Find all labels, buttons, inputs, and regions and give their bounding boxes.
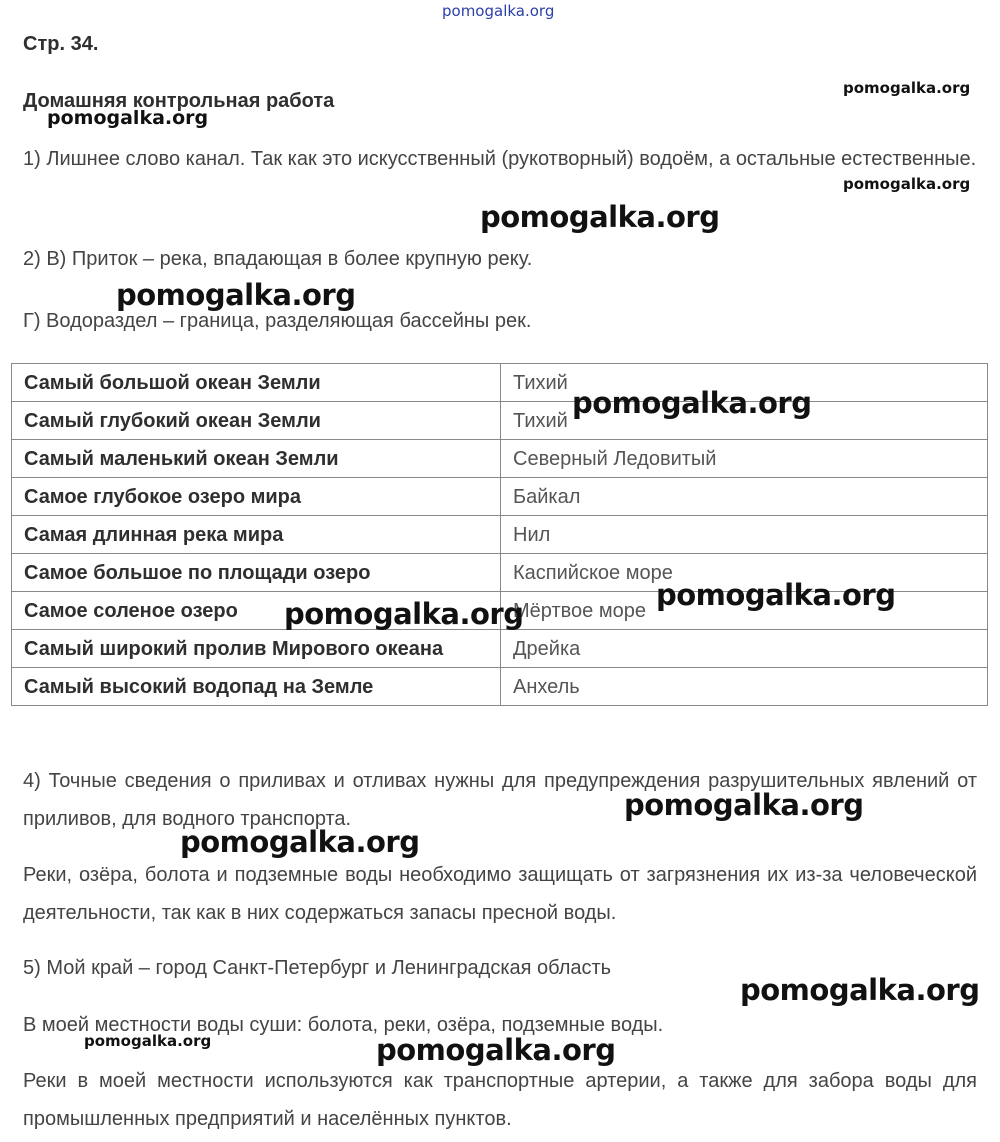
table-cell-answer: Тихий (501, 402, 988, 440)
table-row (12, 402, 988, 440)
task-2-line-2: Г) Водораздел – граница, разделяющая бассейны рек. (23, 310, 532, 332)
table-row (12, 478, 988, 516)
task-4-paragraph-1: 4) Точные сведения о приливах и отливах нужны для предупреждения разрушительных явлений от приливов, для водного транспорта. (23, 770, 977, 830)
watermark: pomogalka.org (480, 200, 720, 234)
table-cell-answer: Мёртвое море (501, 592, 988, 630)
watermark: pomogalka.org (740, 973, 980, 1007)
table-cell-answer: Каспийское море (501, 554, 988, 592)
table-cell-answer: Байкал (501, 478, 988, 516)
page-number: Стр. 34. (23, 33, 99, 55)
task-1-text: 1) Лишнее слово канал. Так как это искусственный (рукотворный) водоём, а остальные естественные. (23, 148, 977, 170)
watermark: pomogalka.org (624, 788, 864, 822)
table-row (12, 364, 988, 402)
table-cell-question: Самый большой океан Земли (12, 364, 501, 402)
watermark: pomogalka.org (284, 597, 524, 631)
table-cell-question: Самый глубокий океан Земли (12, 402, 501, 440)
site-watermark-top: pomogalka.org (442, 2, 555, 20)
table-row (12, 630, 988, 668)
table-cell-question: Самое большое по площади озеро (12, 554, 501, 592)
watermark: pomogalka.org (843, 79, 971, 97)
table-cell-question: Самое глубокое озеро мира (12, 478, 501, 516)
watermark: pomogalka.org (180, 825, 420, 859)
table-cell-answer: Нил (501, 516, 988, 554)
page-title: Домашняя контрольная работа (23, 90, 335, 112)
watermark: pomogalka.org (116, 278, 356, 312)
facts-table (11, 363, 988, 706)
watermark: pomogalka.org (84, 1032, 212, 1050)
table-row (12, 440, 988, 478)
table-row (12, 668, 988, 706)
table-cell-question: Самый маленький океан Земли (12, 440, 501, 478)
table-cell-answer: Анхель (501, 668, 988, 706)
table-cell-question: Самый высокий водопад на Земле (12, 668, 501, 706)
table-row (12, 516, 988, 554)
watermark: pomogalka.org (376, 1033, 616, 1067)
task-4-paragraph-2: Реки, озёра, болота и подземные воды необходимо защищать от загрязнения их из-за человеческой деятельности, так как в них содержаться запасы пресной воды. (23, 864, 977, 924)
task-5-paragraph-1: 5) Мой край – город Санкт-Петербург и Ленинградская область (23, 957, 612, 979)
task-5-paragraph-2: В моей местности воды суши: болота, реки, озёра, подземные воды. (23, 1014, 664, 1036)
task-2-line-1: 2) В) Приток – река, впадающая в более крупную реку. (23, 248, 533, 270)
table-cell-answer: Дрейка (501, 630, 988, 668)
table-cell-question: Самое соленое озеро (12, 592, 501, 630)
task-5-paragraph-3: Реки в моей местности используются как транспортные артерии, а также для забора воды для промышленных предприятий и населённых пунктов. (23, 1070, 977, 1130)
watermark: pomogalka.org (572, 386, 812, 420)
watermark: pomogalka.org (47, 107, 209, 129)
watermark: pomogalka.org (656, 578, 896, 612)
watermark: pomogalka.org (843, 175, 971, 193)
table-cell-answer: Северный Ледовитый (501, 440, 988, 478)
table-cell-question: Самый широкий пролив Мирового океана (12, 630, 501, 668)
table-cell-answer: Тихий (501, 364, 988, 402)
table-cell-question: Самая длинная река мира (12, 516, 501, 554)
